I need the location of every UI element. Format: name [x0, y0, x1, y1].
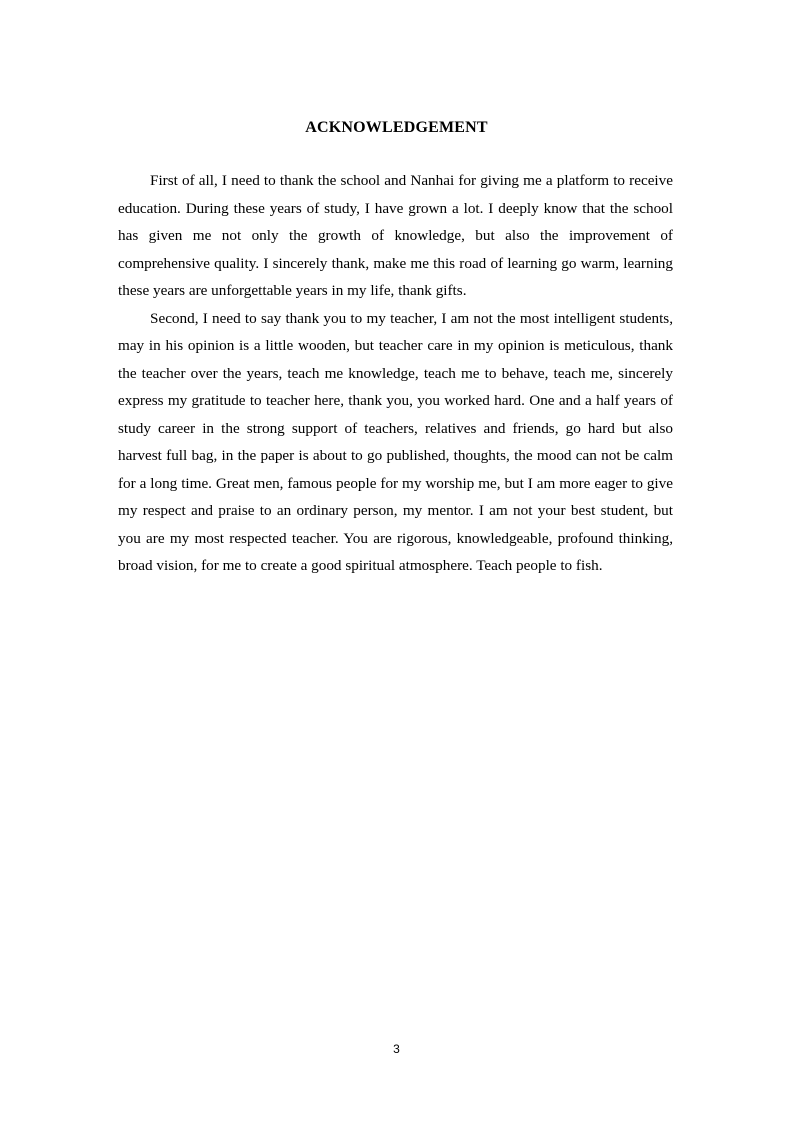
paragraph-2: Second, I need to say thank you to my teacher, I am not the most intelligent students, may in his opinion is a little wooden, but teacher care in my opinion is meticulous, thank the teacher over the years, teach me knowledge, teach me to behave, teach me, sincerely express my gratitude to teacher here, thank you, you worked hard. One and a half years of study career in the strong support of teachers, relatives and friends, go hard but also harvest full bag, in the paper is about to go published, thoughts, the mood can not be calm for a long time. Great men, famous people for my worship me, but I am more eager to give my respect and praise to an ordinary person, my mentor. I am not your best student, but you are my most respected teacher. You are rigorous, knowledgeable, profound thinking, broad vision, for me to create a good spiritual atmosphere. Teach people to fish.	[118, 309, 673, 574]
body-text	[118, 167, 673, 580]
paragraph-1: First of all, I need to thank the school and Nanhai for giving me a platform to receive education. During these years of study, I have grown a lot. I deeply know that the school has given me not only the growth of knowledge, but also the improvement of comprehensive quality. I sincerely thank, make me this road of learning go warm, learning these years are unforgettable years in my life, thank gifts.	[118, 172, 673, 299]
page-number: 3	[393, 1042, 400, 1056]
page-title: ACKNOWLEDGEMENT	[305, 119, 488, 136]
